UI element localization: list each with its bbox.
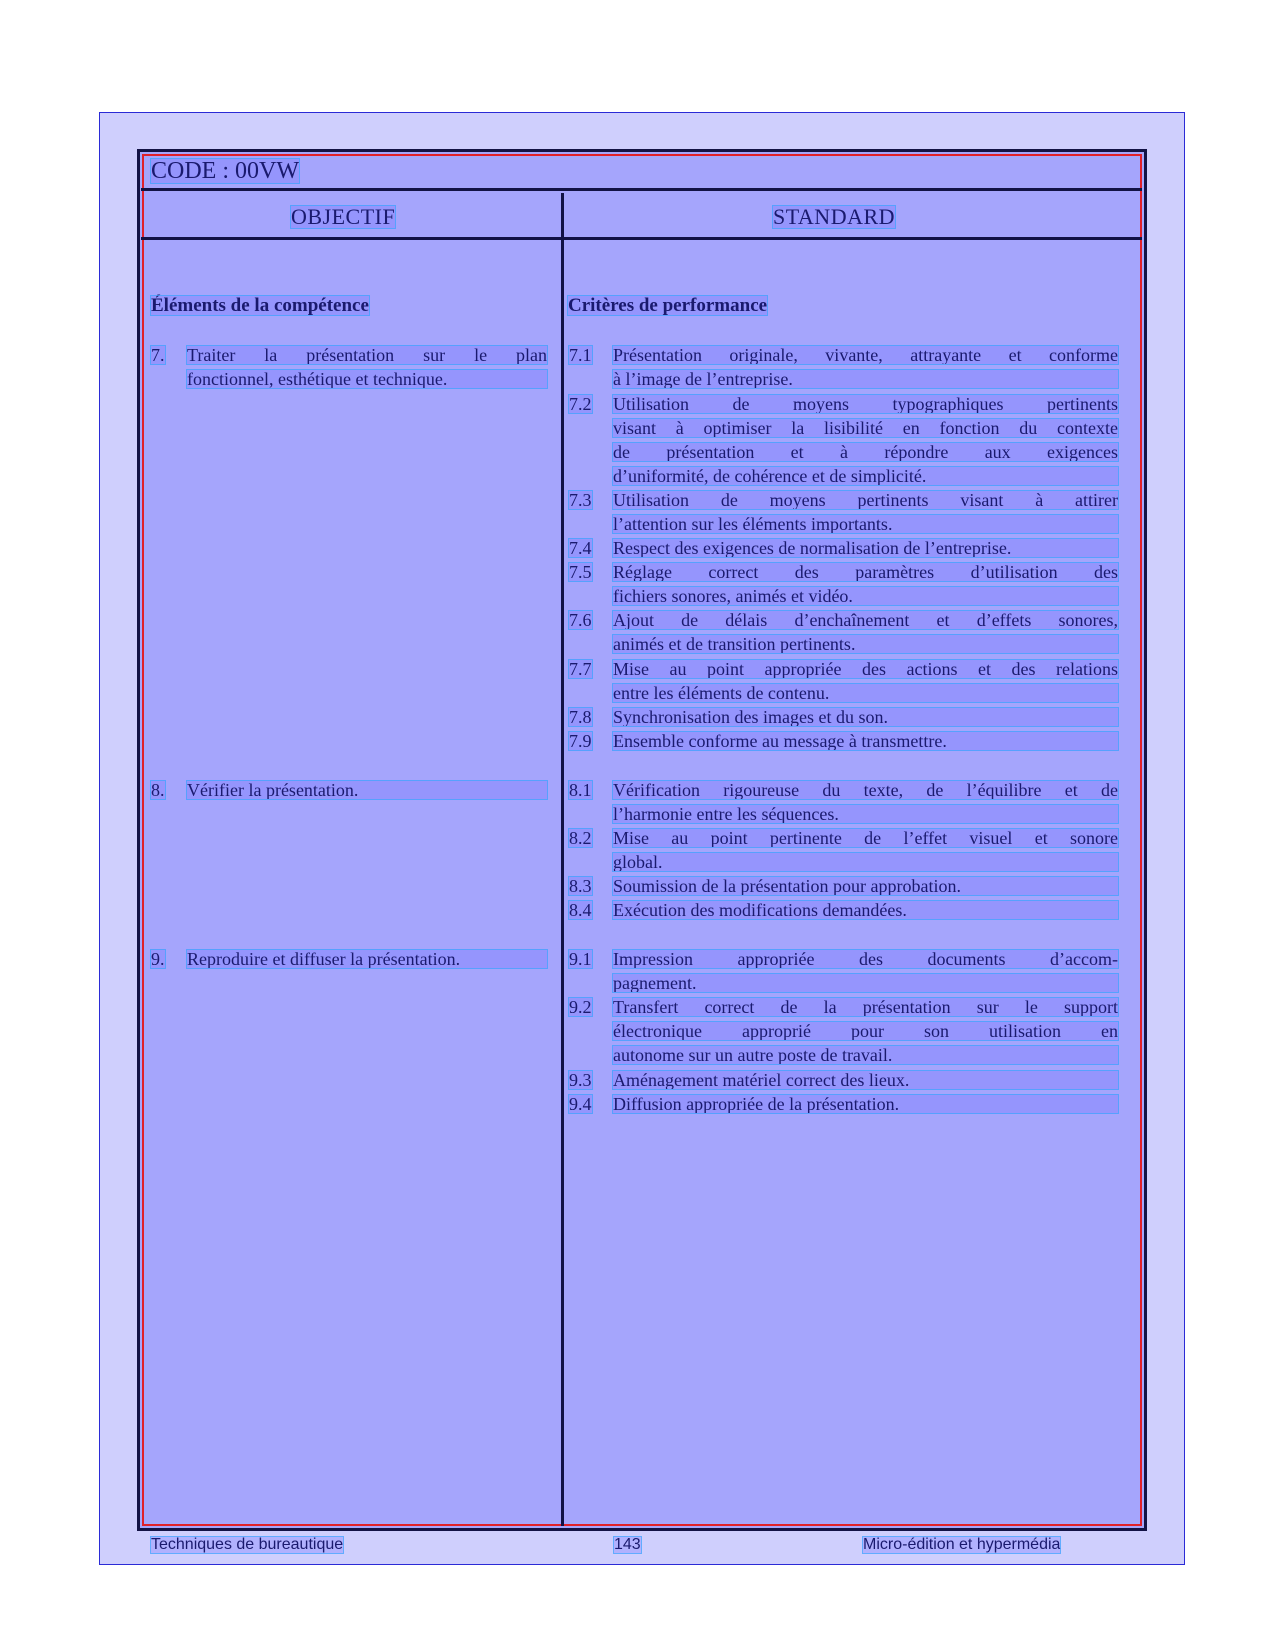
criterion-number: 7.1 <box>569 345 592 365</box>
footer-left: Techniques de bureautique <box>151 1536 344 1553</box>
element-number: 9. <box>151 949 165 969</box>
element-text-line: Vérifier la présentation. <box>187 781 547 799</box>
code-label: CODE : 00VW <box>151 158 299 184</box>
criterion-text-line: Présentation originale, vivante, attrayante et conforme <box>613 346 1118 364</box>
criterion-number: 8.2 <box>569 828 592 848</box>
criterion-text-line: autonome sur un autre poste de travail. <box>613 1046 1118 1064</box>
criterion-number: 8.1 <box>569 780 592 800</box>
element-text-line: Traiter la présentation sur le plan <box>187 346 547 364</box>
column-divider <box>561 193 564 1526</box>
criterion-text-line: Réglage correct des paramètres d’utilisation des <box>613 563 1118 581</box>
criterion-text-line: Synchronisation des images et du son. <box>613 708 1118 726</box>
table-rule-top <box>141 188 1142 191</box>
criterion-text-line: Diffusion appropriée de la présentation. <box>613 1095 1118 1113</box>
criterion-text-line: l’harmonie entre les séquences. <box>613 805 1118 823</box>
criterion-text-line: Utilisation de moyens pertinents visant à attirer <box>613 491 1118 509</box>
criterion-text-line: Ensemble conforme au message à transmettre. <box>613 732 1118 750</box>
criterion-number: 8.4 <box>569 900 592 920</box>
subheader-elements: Éléments de la compétence <box>151 295 369 316</box>
criterion-text-line: pagnement. <box>613 974 1118 992</box>
criterion-number: 9.4 <box>569 1094 592 1114</box>
criterion-number: 7.3 <box>569 490 592 510</box>
criterion-text-line: fichiers sonores, animés et vidéo. <box>613 587 1118 605</box>
criterion-text-line: l’attention sur les éléments importants. <box>613 515 1118 533</box>
criterion-text-line: Impression appropriée des documents d’accom- <box>613 950 1118 968</box>
criterion-number: 9.1 <box>569 949 592 969</box>
criterion-text-line: Vérification rigoureuse du texte, de l’équilibre et de <box>613 781 1118 799</box>
subheader-criteria: Critères de performance <box>568 295 768 316</box>
criterion-number: 7.8 <box>569 707 592 727</box>
criterion-text-line: Transfert correct de la présentation sur le support <box>613 998 1118 1016</box>
criterion-text-line: global. <box>613 853 1118 871</box>
criterion-text-line: Mise au point pertinente de l’effet visuel et sonore <box>613 829 1118 847</box>
criterion-number: 7.4 <box>569 538 592 558</box>
criterion-text-line: entre les éléments de contenu. <box>613 684 1118 702</box>
criterion-number: 7.7 <box>569 659 592 679</box>
element-text-line: fonctionnel, esthétique et technique. <box>187 370 547 388</box>
element-text-line: Reproduire et diffuser la présentation. <box>187 950 547 968</box>
table-rule-header <box>141 237 1142 240</box>
criterion-text-line: Ajout de délais d’enchaînement et d’effets sonores, <box>613 611 1118 629</box>
criterion-number: 7.9 <box>569 731 592 751</box>
criterion-text-line: électronique approprié pour son utilisation en <box>613 1022 1118 1041</box>
element-number: 8. <box>151 780 165 800</box>
criterion-text-line: Utilisation de moyens typographiques pertinents <box>613 394 1118 413</box>
criterion-text-line: à l’image de l’entreprise. <box>613 370 1118 388</box>
criterion-text-line: de présentation et à répondre aux exigences <box>613 442 1118 461</box>
criterion-text-line: Respect des exigences de normalisation de l’entreprise. <box>613 539 1118 557</box>
criterion-number: 9.3 <box>569 1070 592 1090</box>
criterion-text-line: d’uniformité, de cohérence et de simplicité. <box>613 467 1118 485</box>
header-objectif: OBJECTIF <box>291 204 396 229</box>
criterion-text-line: Aménagement matériel correct des lieux. <box>613 1071 1118 1089</box>
criterion-number: 7.5 <box>569 562 592 582</box>
criterion-text-line: animés et de transition pertinents. <box>613 635 1118 653</box>
criterion-text-line: visant à optimiser la lisibilité en fonction du contexte <box>613 418 1118 437</box>
criterion-text-line: Exécution des modifications demandées. <box>613 901 1118 919</box>
criterion-number: 8.3 <box>569 876 592 896</box>
header-standard: STANDARD <box>773 204 896 229</box>
criterion-number: 9.2 <box>569 997 592 1017</box>
footer-page-number: 143 <box>614 1536 641 1553</box>
criterion-number: 7.2 <box>569 393 592 414</box>
criterion-text-line: Soumission de la présentation pour approbation. <box>613 877 1118 895</box>
criterion-number: 7.6 <box>569 610 592 630</box>
footer-right: Micro-édition et hypermédia <box>863 1536 1061 1553</box>
element-number: 7. <box>151 345 165 365</box>
criterion-text-line: Mise au point appropriée des actions et des relations <box>613 660 1118 678</box>
